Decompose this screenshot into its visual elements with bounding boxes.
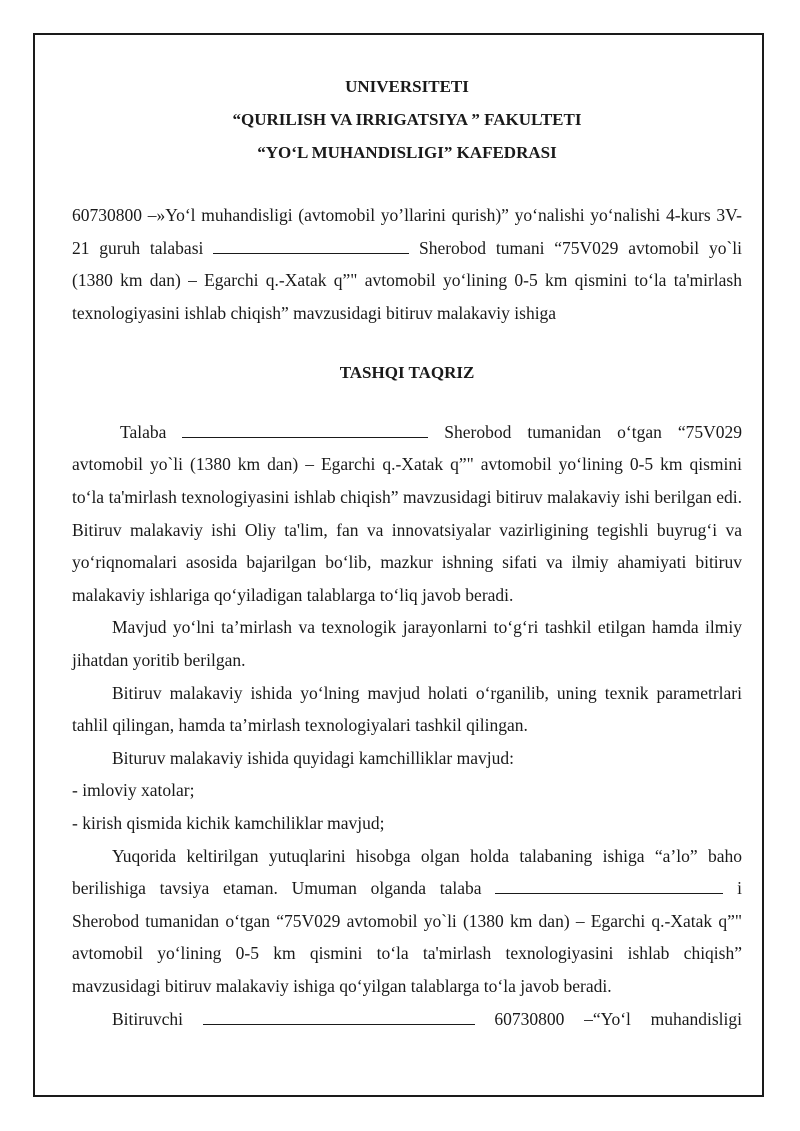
paragraph-5 [72, 840, 742, 1003]
university-line: UNIVERSITETI [345, 77, 469, 96]
intro-text-start: 60730800 –»Yo‘l muhandisligi (avtomobil yo’llarini qurish)” yo‘nalishi yo‘nalishi 4-kurs 3V-21 guruh talabasi [72, 205, 742, 258]
paragraph-2: Mavjud yo‘lni ta’mirlash va texnologik jarayonlarni to‘g‘ri tashkil etilgan hamda ilmiy jihatdan yoritib berilgan. [72, 617, 742, 670]
student-name-blank-3 [495, 878, 723, 894]
intro-paragraph [72, 199, 742, 330]
p1-rest: Sherobod tumanidan o‘tgan “75V029 avtomobil yo`li (1380 km dan) – Egarchi q.-Xatak q”" avtomobil yo‘lining 0-5 km qismini to‘la ta'mirlash texnologiyasini ishlab chiqish” mavzusidagi bitiruv malakaviy ishi berilgan edi. Bitiruv malakaviy ishi Oliy ta'lim, fan va innovatsiyalar vazirligining tegishli buyrug‘i va yo‘riqnomalari asosida bajarilgan bo‘lib, mazkur ishning sifati va ilmiy ahamiyati bitiruv malakaviy ishlariga qo‘yiladigan talablarga to‘liq javob beradi. [72, 421, 742, 605]
department-line: “YO‘L MUHANDISLIGI” KAFEDRASI [257, 143, 557, 162]
review-title: TASHQI TAQRIZ [339, 362, 475, 382]
student-name-blank [213, 238, 409, 254]
intro-text-rest: Sherobod tumani “75V029 avtomobil yo`li (1380 km dan) – Egarchi q.-Xatak q”" avtomobil yo‘lining 0-5 km qismini to‘la ta'mirlash texnologiyasini ishlab chiqish” mavzusidagi bitiruv malakaviy ishiga [72, 237, 743, 324]
document-body [72, 70, 742, 1035]
paragraph-3: Bitiruv malakaviy ishida yo‘lning mavjud holati o‘rganilib, uning texnik parametrlari tahlil qilingan, hamda ta’mirlash texnologiyalari tashkil qilingan. [72, 682, 742, 736]
p1-start: Talaba [120, 421, 183, 442]
p5-rest: i Sherobod tumanidan o‘tgan “75V029 avtomobil yo`li (1380 km dan) – Egarchi q.-Xatak q”" avtomobil yo‘lining 0-5 km qismini to‘la ta'mirlash texnologiyasini ishlab chiqish” mavzusidagi bitiruv malakaviy ishiga qo‘yilgan talablarga to‘la javob beradi. [72, 878, 742, 996]
list-item-1: - imloviy xatolar; [72, 780, 195, 801]
faculty-line: “QURILISH VA IRRIGATSIYA ” FAKULTETI [232, 110, 582, 129]
p6-start: Bitiruvchi [112, 1008, 203, 1029]
paragraph-4: Bituruv malakaviy ishida quyidagi kamchilliklar mavjud: [112, 747, 514, 768]
p5-start: Yuqorida keltirilgan yutuqlarini hisobga olgan holda talabaning ishiga “a’lo” baho berilishiga tavsiya etaman. Umuman olganda talaba [72, 845, 742, 899]
paragraph-6 [72, 1003, 742, 1036]
paragraph-1 [72, 416, 742, 612]
student-name-blank-2 [182, 422, 428, 438]
document-header [72, 70, 742, 169]
list-item-2: - kirish qismida kichik kamchiliklar mavjud; [72, 812, 385, 833]
p6-rest: 60730800 –“Yo‘l muhandisligi [474, 1008, 742, 1029]
graduate-name-blank [203, 1009, 475, 1025]
review-body [72, 416, 742, 1035]
